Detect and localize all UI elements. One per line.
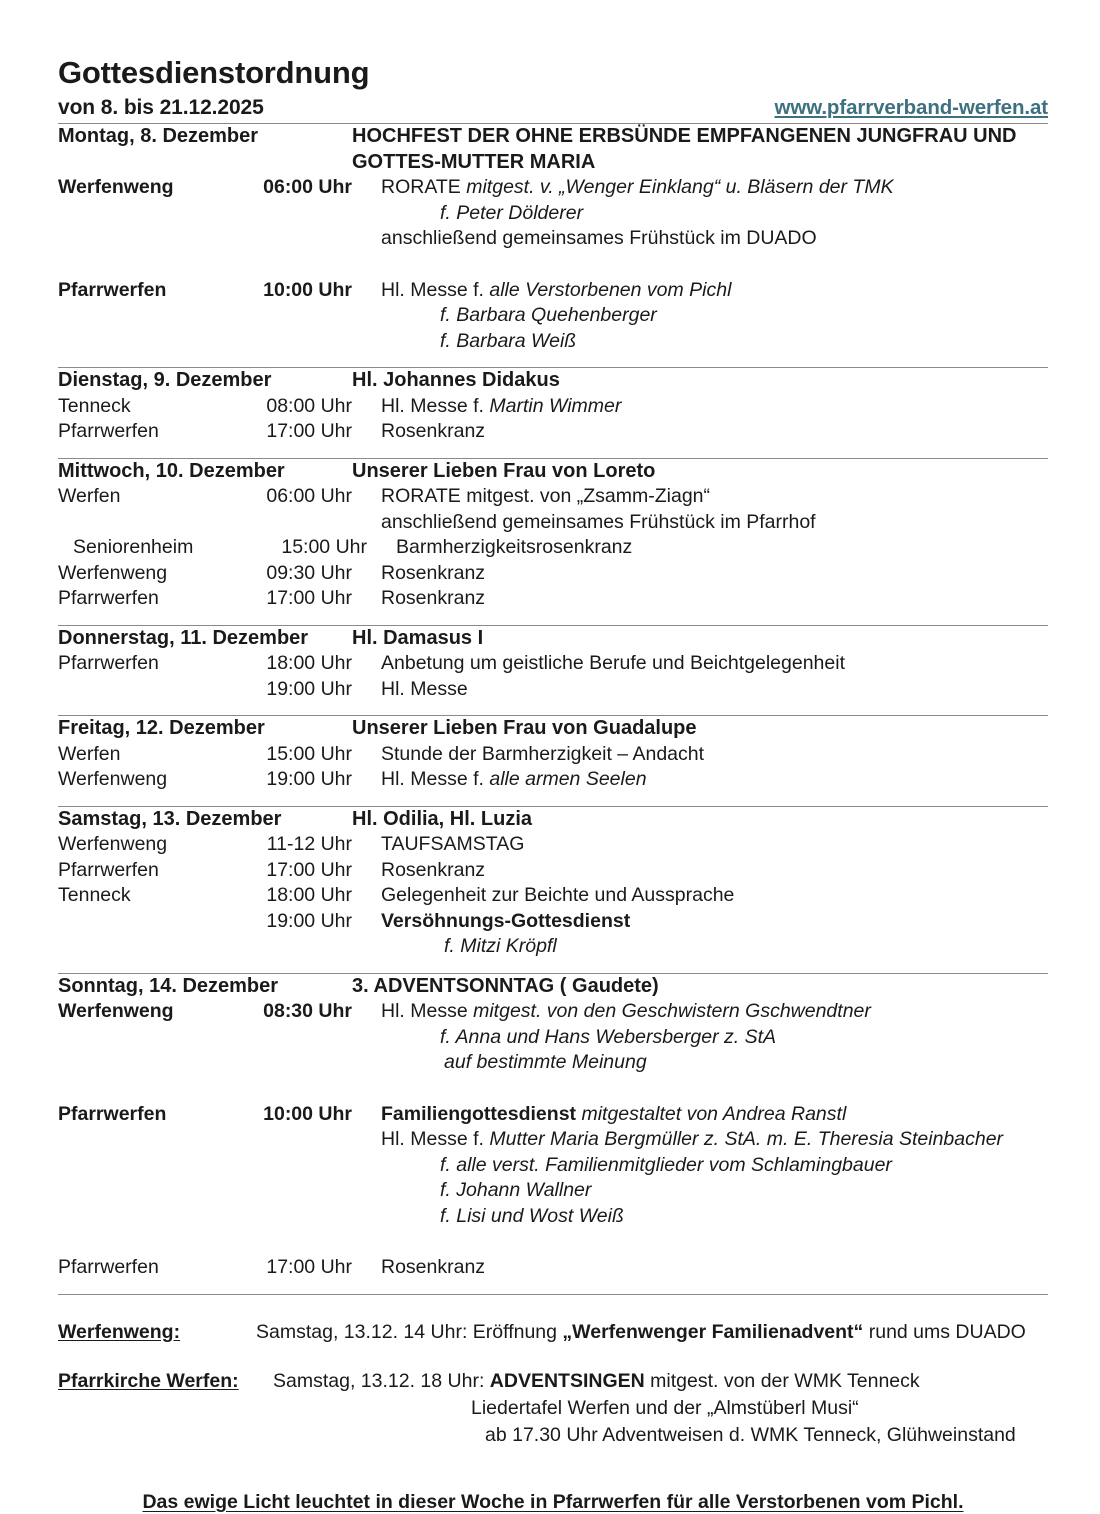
service-row — [58, 909, 1048, 935]
service-subline-row — [58, 329, 1048, 355]
service-place: Pfarrwerfen — [58, 1102, 167, 1125]
announcement-row — [58, 1368, 1048, 1395]
intention-line: f. Barbara Quehenberger — [440, 304, 657, 327]
row-spacer — [58, 1281, 1048, 1294]
service-time: 17:00 Uhr — [266, 587, 352, 610]
row-spacer — [58, 1076, 1048, 1102]
desc-italic: alle armen Seelen — [489, 768, 647, 791]
service-description — [352, 1102, 1048, 1128]
desc-italic: mitgest. von den Geschwistern Gschwendtner — [473, 1000, 871, 1023]
service-time: 08:30 Uhr — [263, 1000, 352, 1023]
service-subline-row — [58, 201, 1048, 227]
service-description: Hl. Messe — [381, 677, 468, 700]
desc-italic: mitgestaltet von Andrea Ranstl — [576, 1102, 847, 1125]
service-subline-row — [58, 1153, 1048, 1179]
intention-line: f. Peter Dölderer — [440, 201, 584, 224]
service-note-line: anschließend gemeinsames Frühstück im Pfarrhof — [381, 510, 816, 533]
service-time: 06:00 Uhr — [263, 176, 352, 199]
service-subline-row — [58, 1127, 1048, 1153]
eternal-light-notice: Das ewige Licht leuchtet in dieser Woche in Pfarrwerfen für alle Verstorbenen vom Pichl. — [142, 1490, 964, 1513]
service-description-line2 — [352, 1127, 1048, 1153]
day-name: Freitag, 12. Dezember — [58, 717, 265, 740]
service-row — [58, 677, 1048, 703]
day-name: Samstag, 13. Dezember — [58, 807, 282, 830]
desc-plain: Hl. Messe — [381, 1000, 474, 1023]
service-description: Rosenkranz — [381, 561, 486, 584]
service-time: 17:00 Uhr — [266, 858, 352, 881]
day-header-row — [58, 124, 1048, 150]
intention-line: auf bestimmte Meinung — [444, 1051, 647, 1074]
announcement-label: Werfenweng: — [58, 1320, 181, 1343]
day-name: Montag, 8. Dezember — [58, 125, 259, 148]
day-feast-row-2 — [58, 150, 1048, 176]
day-feast: Unserer Lieben Frau von Loreto — [352, 459, 656, 482]
service-description: Gelegenheit zur Beichte und Aussprache — [381, 884, 735, 907]
day-header-row — [58, 626, 1048, 652]
day-block-sonntag — [58, 974, 1048, 1294]
service-place: Werfen — [58, 485, 121, 508]
service-subline-row — [58, 1204, 1048, 1230]
service-description: Stunde der Barmherzigkeit – Andacht — [381, 742, 705, 765]
desc-italic: alle Verstorbenen vom Pichl — [489, 278, 732, 301]
row-spacer — [58, 702, 1048, 715]
day-header-row — [58, 459, 1048, 485]
announcement-row — [58, 1319, 1048, 1346]
service-description — [352, 175, 1048, 201]
row-spacer — [58, 1346, 1048, 1368]
day-header-row — [58, 368, 1048, 394]
service-description: Rosenkranz — [381, 1256, 486, 1279]
intention-line: f. Mitzi Kröpfl — [444, 935, 557, 958]
service-time: 18:00 Uhr — [266, 884, 352, 907]
service-time: 11-12 Uhr — [266, 833, 352, 856]
service-row — [58, 1255, 1048, 1281]
service-time: 08:00 Uhr — [266, 394, 352, 417]
intention-line: f. alle verst. Familienmitglieder vom Schlamingbauer — [440, 1153, 892, 1176]
service-row — [58, 278, 1048, 304]
website-link[interactable]: www.pfarrverband-werfen.at — [774, 96, 1048, 120]
announcement-continuation: ab 17.30 Uhr Adventweisen d. WMK Tenneck, Glühweinstand — [485, 1423, 1016, 1446]
service-place: Pfarrwerfen — [58, 652, 159, 675]
service-row — [58, 419, 1048, 445]
day-feast: Hl. Damasus I — [352, 626, 484, 649]
day-block-samstag — [58, 807, 1048, 973]
service-row — [58, 999, 1048, 1025]
desc-plain: RORATE — [381, 176, 467, 199]
row-spacer — [58, 1229, 1048, 1255]
intention-line: f. Lisi und Wost Weiß — [440, 1204, 624, 1227]
desc-italic: Mutter Maria Bergmüller z. StA. m. E. Theresia Steinbacher — [489, 1128, 1004, 1151]
document-header — [58, 56, 1048, 123]
service-row — [58, 767, 1048, 793]
intention-line: f. Johann Wallner — [440, 1179, 592, 1202]
intention-line: f. Anna und Hans Webersberger z. StA — [440, 1025, 777, 1048]
service-subline-row — [58, 1025, 1048, 1051]
row-spacer — [58, 445, 1048, 458]
day-name: Mittwoch, 10. Dezember — [58, 459, 285, 482]
service-time: 17:00 Uhr — [266, 420, 352, 443]
service-time: 19:00 Uhr — [266, 909, 352, 932]
service-subline-row — [58, 934, 1048, 960]
service-note-line: anschließend gemeinsames Frühstück im DUADO — [381, 227, 817, 250]
day-name: Sonntag, 14. Dezember — [58, 974, 279, 997]
service-subline-row — [58, 303, 1048, 329]
service-place: Pfarrwerfen — [58, 420, 159, 443]
service-row — [58, 561, 1048, 587]
day-feast: 3. ADVENTSONNTAG ( Gaudete) — [352, 974, 659, 997]
service-row — [58, 394, 1048, 420]
subtitle-row — [58, 96, 1048, 123]
day-feast-line1: HOCHFEST DER OHNE ERBSÜNDE EMPFANGENEN JUNGFRAU UND — [352, 125, 1017, 148]
day-block-dienstag — [58, 368, 1048, 458]
service-place: Pfarrwerfen — [58, 278, 167, 301]
service-row — [58, 858, 1048, 884]
desc-bold: Familiengottesdienst — [381, 1102, 577, 1125]
service-place: Pfarrwerfen — [58, 858, 159, 881]
page-title: Gottesdienstordnung — [58, 55, 370, 90]
service-description: Rosenkranz — [381, 420, 486, 443]
service-place: Pfarrwerfen — [58, 587, 159, 610]
service-place: Werfenweng — [58, 1000, 174, 1023]
service-row — [58, 883, 1048, 909]
day-name: Dienstag, 9. Dezember — [58, 369, 272, 392]
service-time: 15:00 Uhr — [281, 536, 367, 559]
service-description: RORATE mitgest. von „Zsamm-Ziagn“ — [381, 485, 711, 508]
date-range-subtitle: von 8. bis 21.12.2025 — [58, 96, 264, 120]
day-header-row — [58, 716, 1048, 742]
note-bold: „Werfenwenger Familienadvent“ — [562, 1320, 864, 1343]
service-place: Werfenweng — [58, 176, 174, 199]
service-row — [58, 175, 1048, 201]
service-time: 18:00 Uhr — [266, 652, 352, 675]
row-spacer — [58, 252, 1048, 278]
service-time: 17:00 Uhr — [266, 1256, 352, 1279]
service-description: TAUFSAMSTAG — [381, 833, 525, 856]
service-description: Barmherzigkeitsrosenkranz — [396, 536, 633, 559]
service-time: 19:00 Uhr — [266, 677, 352, 700]
service-row — [58, 1102, 1048, 1128]
announcement-body — [256, 1319, 1048, 1346]
note-bold: ADVENTSINGEN — [489, 1369, 645, 1392]
announcement-continuation: Liedertafel Werfen und der „Almstüberl Musi“ — [471, 1396, 859, 1419]
announcements-section — [58, 1319, 1048, 1449]
row-spacer — [58, 793, 1048, 806]
service-time: 10:00 Uhr — [263, 1102, 352, 1125]
announcement-label: Pfarrkirche Werfen: — [58, 1369, 239, 1392]
service-place: Werfen — [58, 742, 121, 765]
service-description: Rosenkranz — [381, 587, 486, 610]
day-feast-line2: GOTTES-MUTTER MARIA — [352, 150, 596, 173]
day-block-freitag — [58, 716, 1048, 806]
service-place: Seniorenheim — [73, 536, 194, 559]
service-place: Werfenweng — [58, 768, 168, 791]
divider-day — [58, 1294, 1048, 1295]
day-block-montag — [58, 124, 1048, 367]
service-description — [352, 999, 1048, 1025]
day-feast: Unserer Lieben Frau von Guadalupe — [352, 717, 697, 740]
service-description — [352, 278, 1048, 304]
day-name: Donnerstag, 11. Dezember — [58, 626, 309, 649]
desc-plain: Hl. Messe f. — [381, 278, 490, 301]
service-description: Anbetung um geistliche Berufe und Beichtgelegenheit — [381, 652, 845, 675]
service-row — [58, 742, 1048, 768]
desc-plain: Hl. Messe f. — [381, 768, 490, 791]
service-time: 19:00 Uhr — [266, 768, 352, 791]
day-block-mittwoch — [58, 459, 1048, 625]
service-subline-row — [58, 1178, 1048, 1204]
note-pre: Samstag, 13.12. 14 Uhr: Eröffnung — [256, 1320, 563, 1343]
service-description — [352, 394, 1048, 420]
service-description: Versöhnungs-Gottesdienst — [381, 909, 631, 932]
announcement-body — [273, 1368, 1048, 1395]
day-header-row — [58, 974, 1048, 1000]
note-post: rund ums DUADO — [863, 1320, 1026, 1343]
service-subline-row — [58, 1050, 1048, 1076]
service-description — [352, 767, 1048, 793]
service-time: 06:00 Uhr — [266, 485, 352, 508]
day-block-donnerstag — [58, 626, 1048, 716]
service-place: Tenneck — [58, 394, 131, 417]
service-time: 15:00 Uhr — [266, 742, 352, 765]
note-post: mitgest. von der WMK Tenneck — [644, 1369, 920, 1392]
row-spacer — [58, 960, 1048, 973]
desc-italic: mitgest. v. „Wenger Einklang“ u. Bläsern der TMK — [466, 176, 894, 199]
service-place: Werfenweng — [58, 833, 168, 856]
service-row — [58, 586, 1048, 612]
service-place: Tenneck — [58, 884, 131, 907]
day-feast: Hl. Johannes Didakus — [352, 369, 560, 392]
service-row — [58, 535, 1048, 561]
service-description: Rosenkranz — [381, 858, 486, 881]
day-header-row — [58, 807, 1048, 833]
service-time: 10:00 Uhr — [263, 278, 352, 301]
row-spacer — [58, 612, 1048, 625]
service-subline-row — [58, 226, 1048, 252]
row-spacer — [58, 354, 1048, 367]
desc-plain: Hl. Messe f. — [381, 394, 490, 417]
desc-plain: Hl. Messe f. — [381, 1128, 490, 1151]
service-place: Pfarrwerfen — [58, 1256, 159, 1279]
desc-italic: Martin Wimmer — [489, 394, 622, 417]
service-subline-row — [58, 510, 1048, 536]
service-place: Werfenweng — [58, 561, 168, 584]
service-row — [58, 651, 1048, 677]
note-pre: Samstag, 13.12. 18 Uhr: — [273, 1369, 490, 1392]
day-feast: Hl. Odilia, Hl. Luzia — [352, 807, 533, 830]
service-row — [58, 832, 1048, 858]
service-time: 09:30 Uhr — [266, 561, 352, 584]
intention-line: f. Barbara Weiß — [440, 329, 577, 352]
service-row — [58, 484, 1048, 510]
